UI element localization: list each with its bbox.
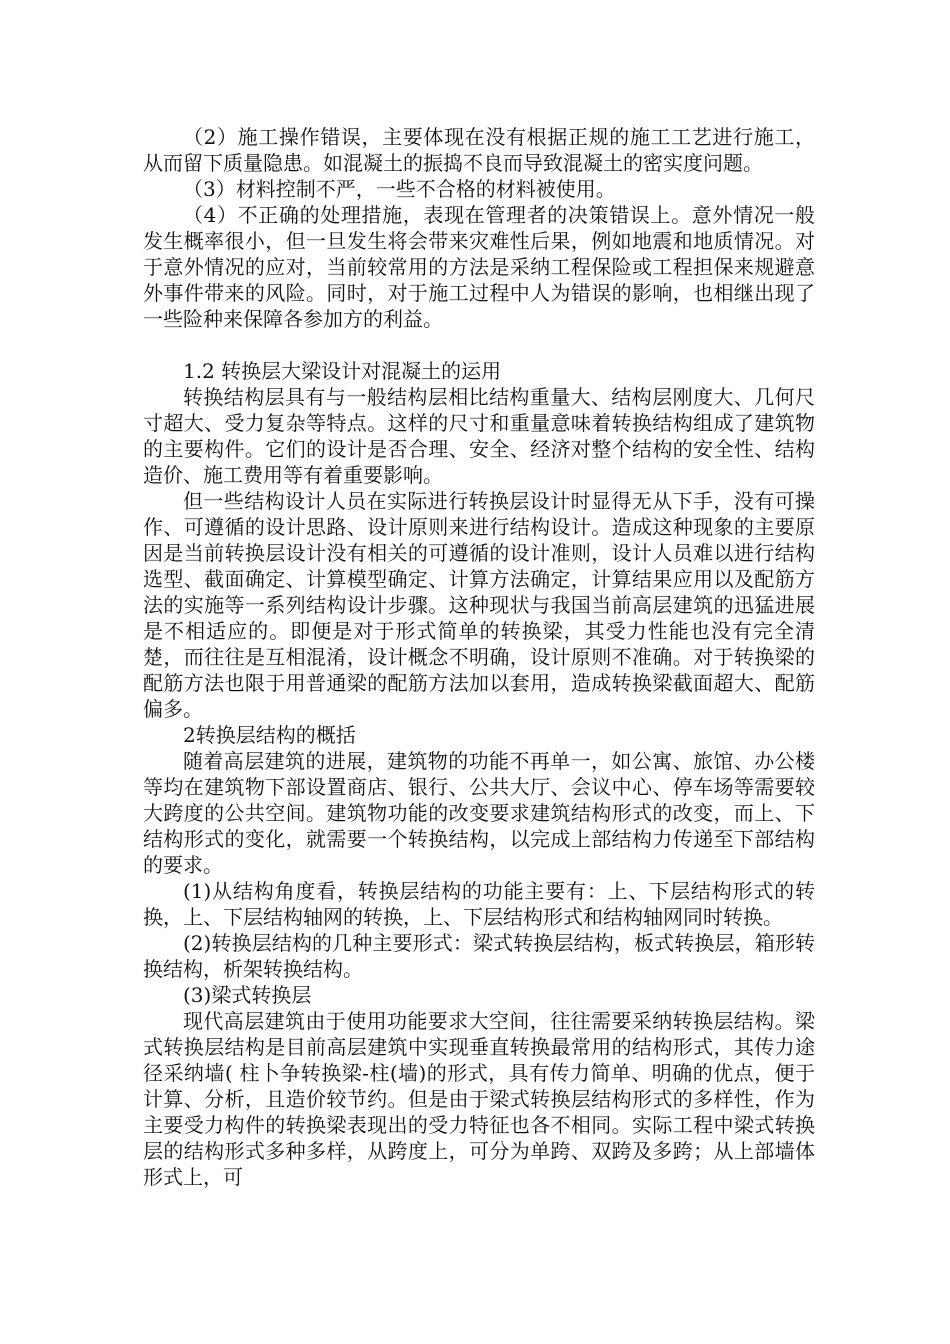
paragraph-main-forms: (2)转换层结构的几种主要形式：梁式转换层结构，板式转换层，箱形转换结构，析架转换结构。 [143,931,815,981]
paragraph-material-control: （3）材料控制不严，一些不合格的材料被使用。 [183,177,616,201]
blank-line [143,332,815,358]
paragraph-transfer-layer-features: 转换结构层具有与一般结构层相比结构重量大、结构层刚度大、几何尺寸超大、受力复杂等特点。这样的尺寸和重量意味着转换结构组成了建筑物的主要构件。它们的设计是否合理、安全、经济对整个结构的安全性、结构造价、施工费用等有着重要影响。 [143,385,815,487]
subsection-heading-beam-transfer: (3)梁式转换层 [183,983,312,1007]
paragraph-construction-error: （2）施工操作错误，主要体现在没有根据正规的施工工艺进行施工，从而留下质量隐患。如混凝土的振捣不良而导致混凝土的密实度问题。 [143,125,815,175]
section-heading-2: 2转换层结构的概括 [183,723,356,747]
section-heading-1-2: 1.2 转换层大梁设计对混凝土的运用 [183,359,502,383]
paragraph-structural-function: (1)从结构角度看，转换层结构的功能主要有：上、下层结构形式的转换，上、下层结构轴网的转换，上、下层结构形式和结构轴网同时转换。 [143,879,815,929]
paragraph-building-function: 随着高层建筑的进展，建筑物的功能不再单一，如公寓、旅馆、办公楼等均在建筑物下部设置商店、银行、公共大厅、会议中心、停车场等需要较大跨度的公共空间。建筑物功能的改变要求建筑结构形式的改变，而上、下结构形式的变化，就需要一个转换结构，以完成上部结构力传递至下部结构的要求。 [143,749,815,877]
document-body [143,124,815,1190]
paragraph-design-difficulties: 但一些结构设计人员在实际进行转换层设计时显得无从下手，没有可操作、可遵循的设计思路、设计原则来进行结构设计。造成这种现象的主要原因是当前转换层设计没有相关的可遵循的设计准则，设计人员难以进行结构选型、截面确定、计算模型确定、计算方法确定，计算结果应用以及配筋方法的实施等一系列结构设计步骤。这种现状与我国当前高层建筑的迅猛进展是不相适应的。即便是对于形式简单的转换梁，其受力性能也没有完全清楚，而往往是互相混淆，设计概念不明确，设计原则不准确。对于转换梁的配筋方法也限于用普通梁的配筋方法加以套用，造成转换梁截面超大、配筋偏多。 [143,489,815,721]
paragraph-beam-transfer-layer: 现代高层建筑由于使用功能要求大空间，往往需要采纳转换层结构。梁式转换层结构是目前高层建筑中实现垂直转换最常用的结构形式，其传力途径采纳墙( 柱卜争转换梁-柱(墙)的形式，具有传力简单、明确的优点，便于计算、分析，且造价较节约。但是由于梁式转换层结构形式的多样性，作为主要受力构件的转换梁表现出的受力特征也各不相同。实际工程中梁式转换层的结构形式多种多样，从跨度上，可分为单跨、双跨及多跨；从上部墙体形式上，可 [143,1009,815,1189]
paragraph-incorrect-measures: （4）不正确的处理措施，表现在管理者的决策错误上。意外情况一般发生概率很小，但一旦发生将会带来灾难性后果，例如地震和地质情况。对于意外情况的应对，当前较常用的方法是采纳工程保险或工程担保来规避意外事件带来的风险。同时，对于施工过程中人为错误的影响，也相继出现了一些险种来保障各参加方的利益。 [143,203,815,331]
